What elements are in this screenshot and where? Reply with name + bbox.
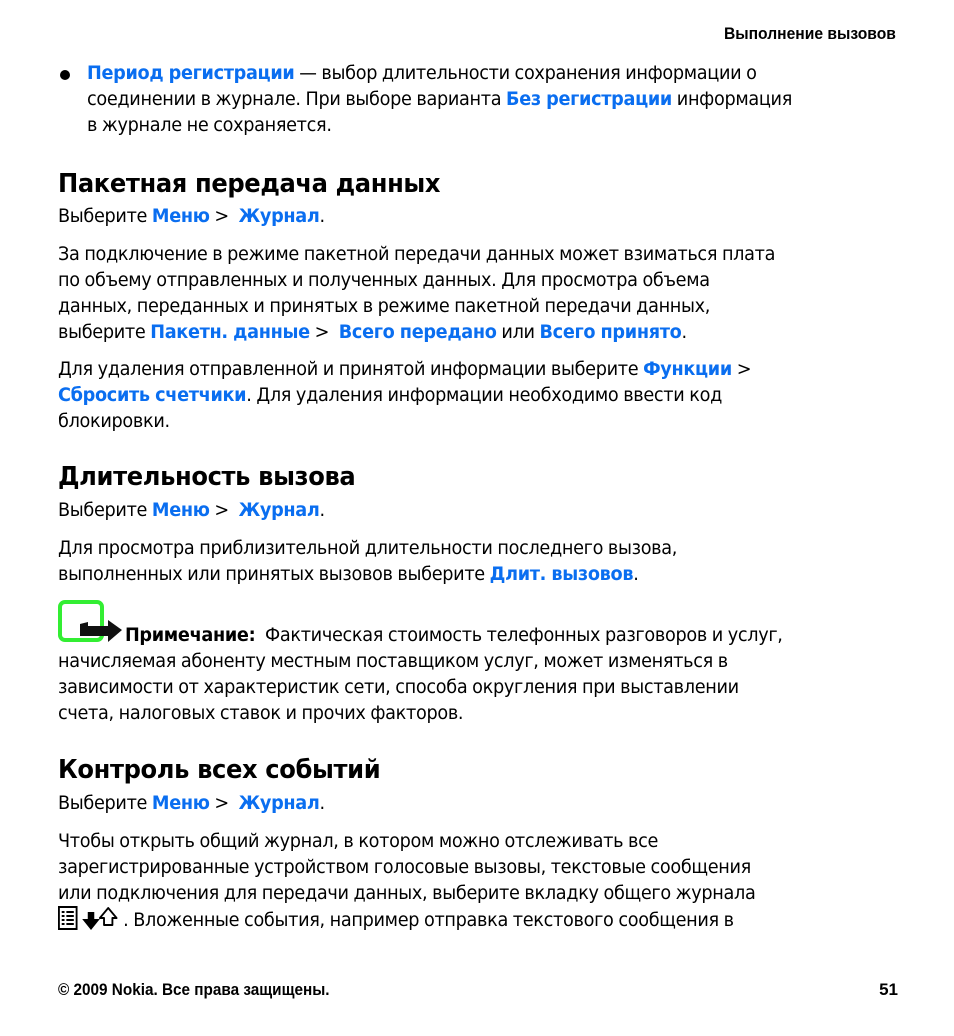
paragraph-all-events: Чтобы открыть общий журнал, в котором можно отслеживать все зарегистрированные устройством голосовые вызовы, текстовые сообщения или подключения для передачи данных, выберите вкладку общего журнала . Вложенные события, например отправка текстового сообщения в bbox=[58, 828, 954, 937]
link-no-registration[interactable]: Без регистрации bbox=[506, 88, 672, 110]
nav-path-all-events: Выберите Меню > Журнал. bbox=[58, 792, 325, 814]
paragraph-call-duration: Для просмотра приблизительной длительности последнего вызова, выполненных или принятых вызовов выберите Длит. вызовов. bbox=[58, 537, 678, 585]
nav-path-call-duration: Выберите Меню > Журнал. bbox=[58, 499, 325, 521]
paragraph-reset-counters: Для удаления отправленной и принятой информации выберите Функции > Сбросить счетчики. Для удаления информации необходимо ввести код блокировки. bbox=[58, 358, 752, 432]
down-up-arrows-icon bbox=[82, 908, 116, 930]
bullet-icon bbox=[60, 70, 70, 80]
link-log[interactable]: Журнал bbox=[238, 499, 320, 521]
copyright-footer: © 2009 Nokia. Все права защищены. bbox=[58, 980, 330, 999]
link-options[interactable]: Функции bbox=[643, 358, 732, 380]
link-reset-counters[interactable]: Сбросить счетчики bbox=[58, 384, 247, 406]
heading-all-events: Контроль всех событий bbox=[58, 755, 381, 785]
link-registration-period[interactable]: Период регистрации bbox=[87, 62, 295, 84]
paragraph-packet-data-cost: За подключение в режиме пакетной передачи данных может взиматься плата по объему отправленных и полученных данных. Для просмотра объема данных, переданных и принятых в режиме пакетной передачи данных, выберите Пакетн. данные > Всего передано или Всего принято. bbox=[58, 243, 776, 343]
link-call-duration[interactable]: Длит. вызовов bbox=[489, 563, 634, 585]
running-header: Выполнение вызовов bbox=[724, 24, 896, 43]
bullet-line-3: в журнале не сохраняется. bbox=[87, 114, 332, 136]
bullet-line-1: Период регистрации — выбор длительности сохранения информации о bbox=[87, 62, 757, 84]
link-menu[interactable]: Меню bbox=[151, 792, 210, 814]
heading-packet-data: Пакетная передача данных bbox=[58, 169, 441, 199]
link-total-sent[interactable]: Всего передано bbox=[338, 321, 497, 343]
link-menu[interactable]: Меню bbox=[151, 499, 210, 521]
link-log[interactable]: Журнал bbox=[238, 792, 320, 814]
bullet-line-2: соединении в журнале. При выборе варианта Без регистрации информация bbox=[87, 88, 793, 110]
log-list-icon bbox=[59, 907, 77, 929]
general-log-tab-icons bbox=[58, 906, 123, 937]
link-total-received[interactable]: Всего принято bbox=[539, 321, 682, 343]
link-log[interactable]: Журнал bbox=[238, 205, 320, 227]
note-label: Примечание: bbox=[124, 624, 256, 646]
heading-call-duration: Длительность вызова bbox=[58, 462, 356, 492]
nav-path-packet-data: Выберите Меню > Журнал. bbox=[58, 205, 325, 227]
link-packet-data[interactable]: Пакетн. данные bbox=[150, 321, 310, 343]
note-block: Примечание: Фактическая стоимость телефонных разговоров и услуг, начисляемая абоненту местным поставщиком услуг, может изменяться в зависимости от характеристик сети, способа округления при выставлении счета, налоговых ставок и прочих факторов. bbox=[58, 624, 783, 724]
page-number: 51 bbox=[879, 980, 898, 999]
link-menu[interactable]: Меню bbox=[151, 205, 210, 227]
